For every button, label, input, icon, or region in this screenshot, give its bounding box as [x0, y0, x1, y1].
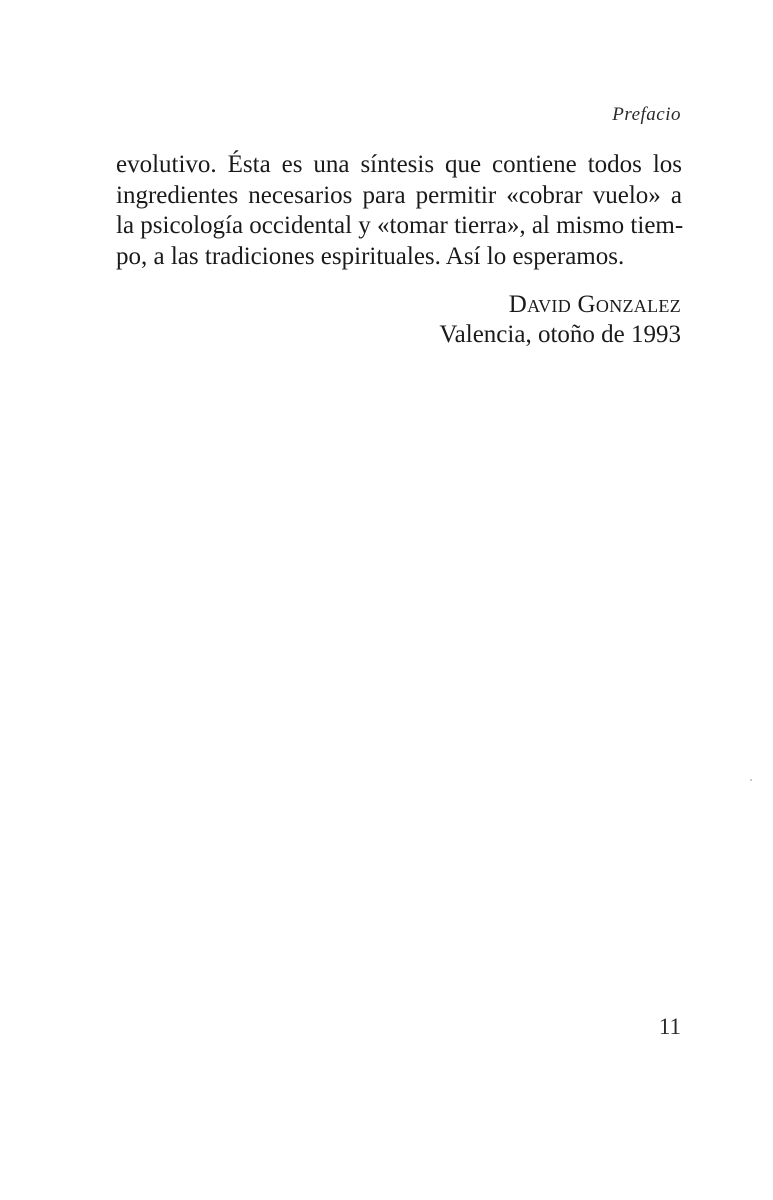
- paragraph-line: ingredientes necesarios para permitir «cobrar vuelo» a: [116, 181, 682, 209]
- page-number: 11: [658, 1014, 681, 1039]
- body-paragraph: [116, 150, 682, 272]
- author-name: David Gonzalez: [508, 291, 681, 318]
- place-date: Valencia, otoño de 1993: [439, 321, 681, 348]
- signature-block: [439, 290, 681, 350]
- paragraph-line: evolutivo. Ésta es una síntesis que contiene todos los: [116, 151, 682, 178]
- paragraph-line: po, a las tradiciones espirituales. Así lo esperamos.: [116, 242, 625, 270]
- running-header: Prefacio: [612, 104, 681, 125]
- scan-speck: [750, 779, 752, 781]
- paragraph-line: la psicología occidental y «tomar tierra», al mismo tiem-: [116, 212, 684, 239]
